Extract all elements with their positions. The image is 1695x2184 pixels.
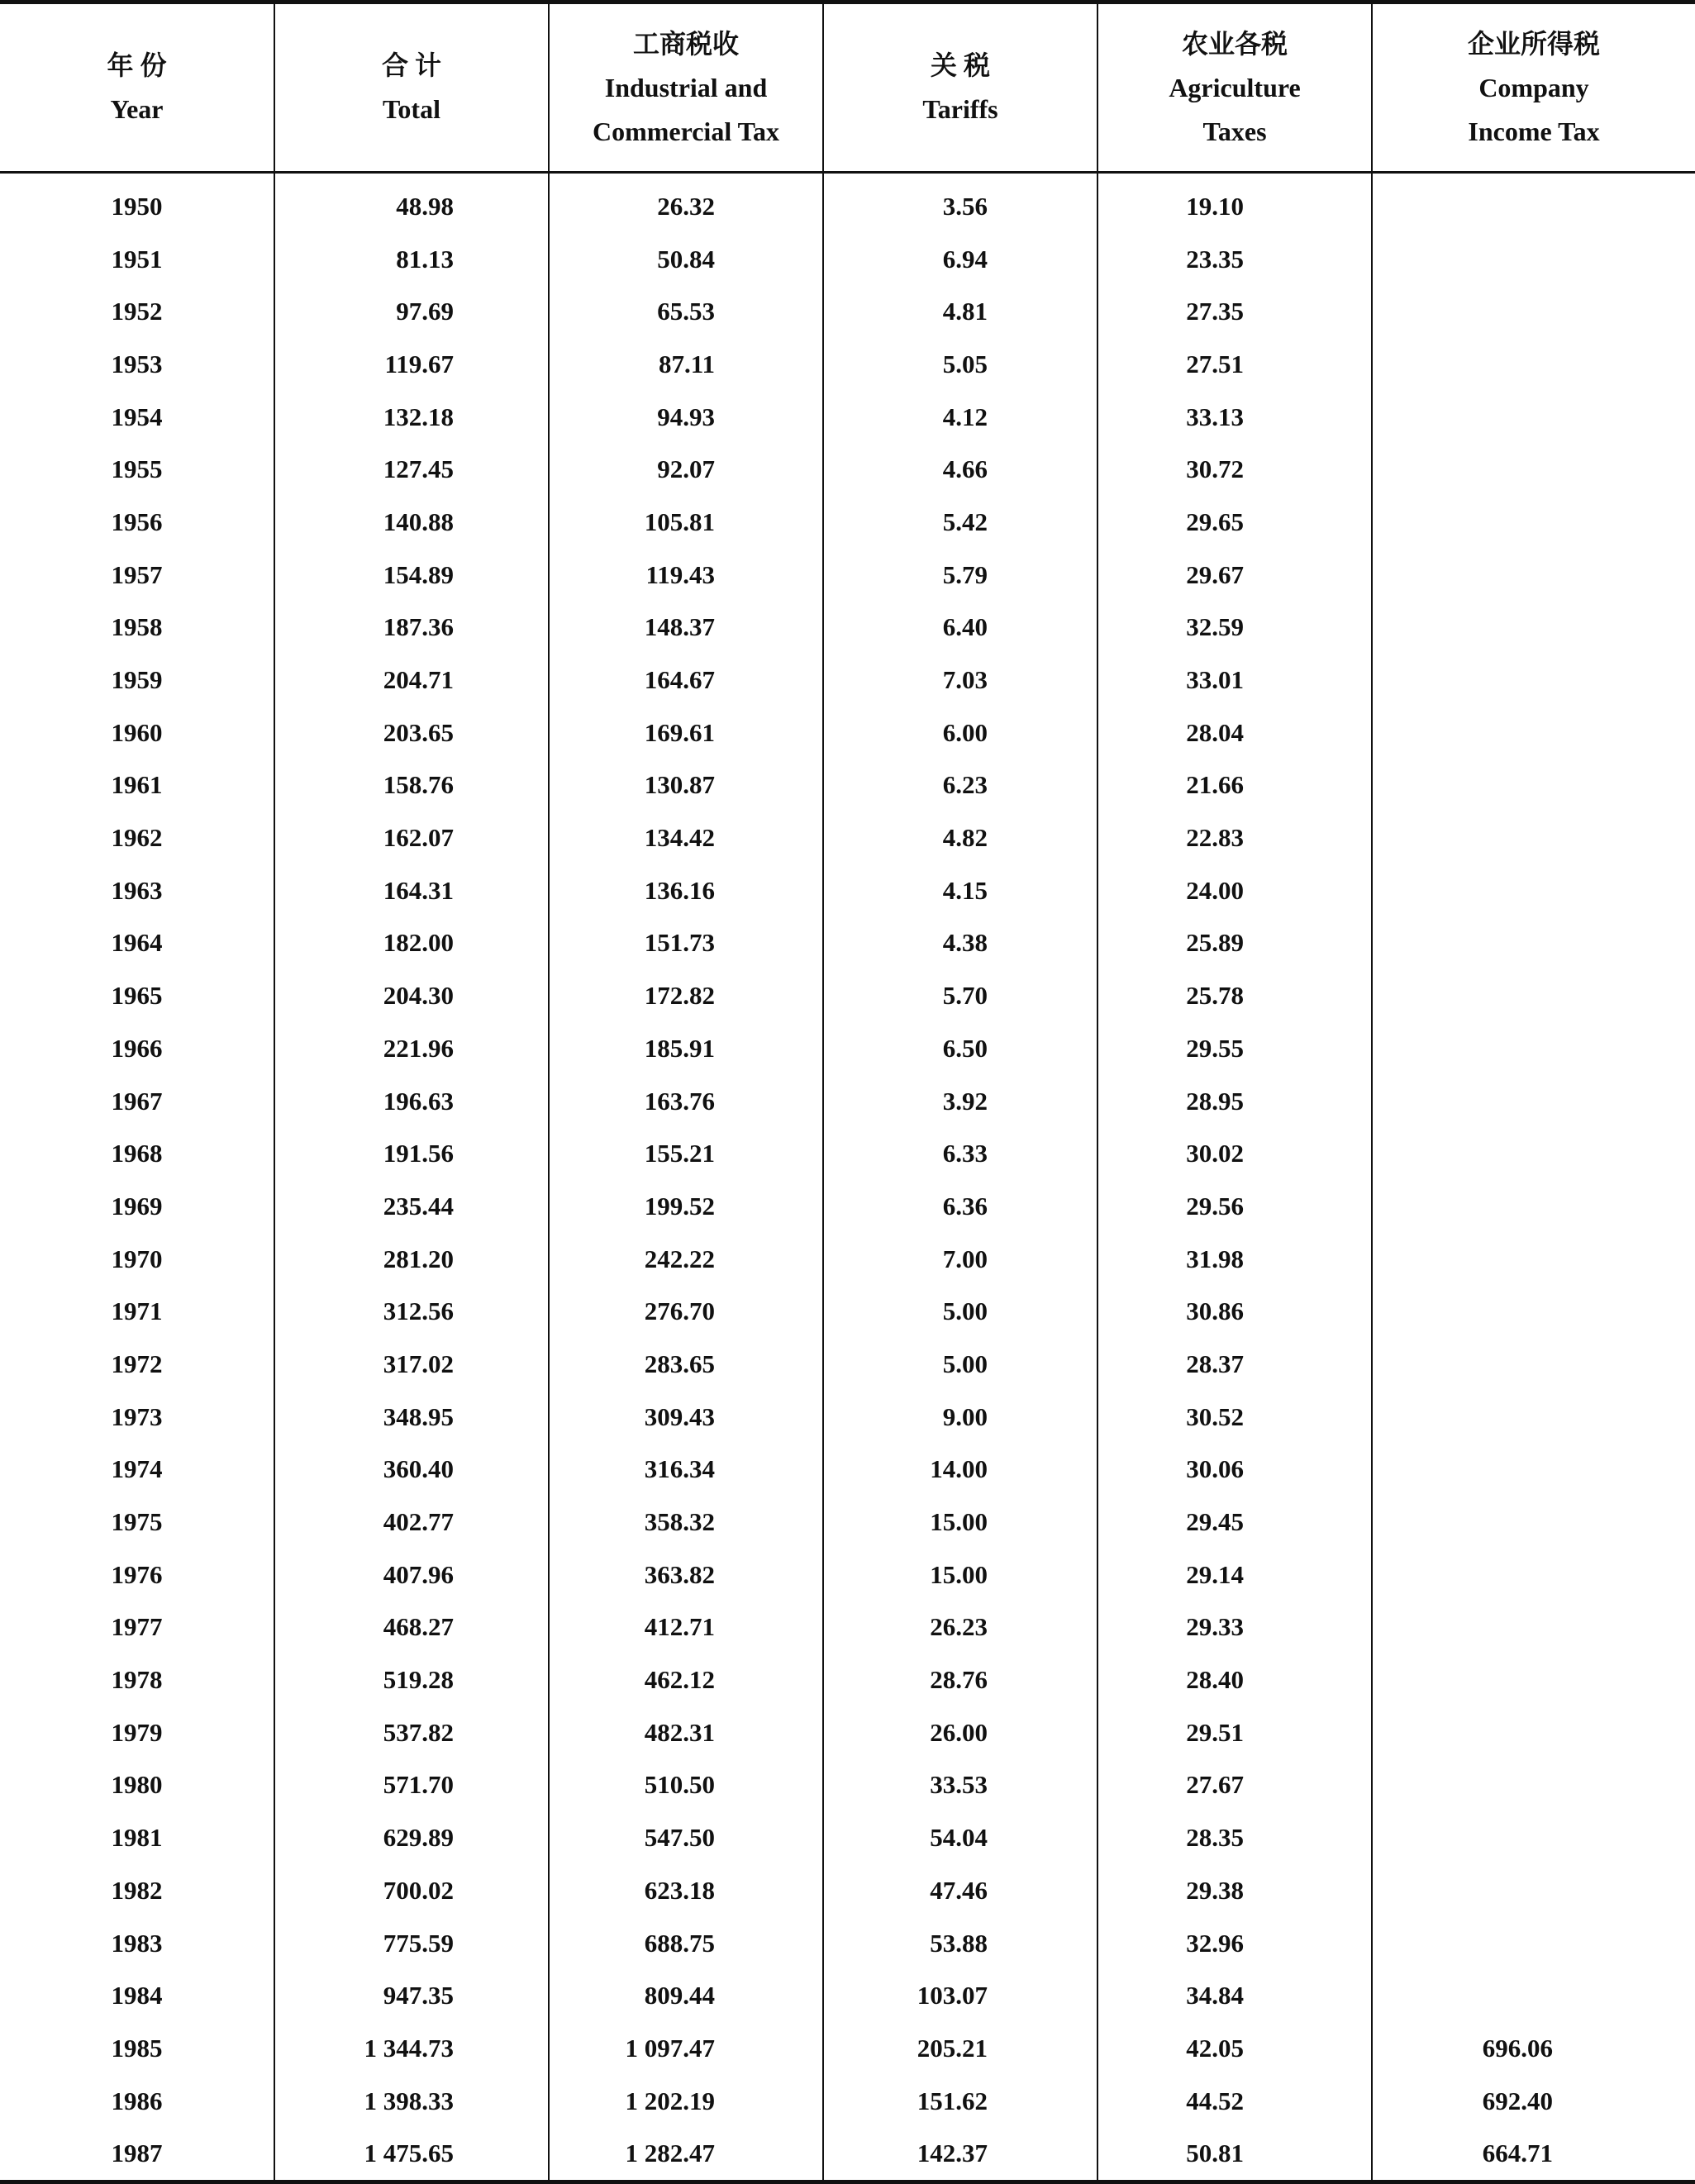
cell-company-income-tax	[1372, 1601, 1695, 1654]
cell-industrial-commercial-tax: 136.16	[549, 864, 823, 917]
cell-industrial-commercial-tax: 50.84	[549, 233, 823, 286]
cell-tariffs: 5.00	[823, 1285, 1097, 1338]
table-row	[0, 1653, 1695, 1706]
cell-company-income-tax	[1372, 1811, 1695, 1864]
cell-agriculture-taxes: 25.89	[1097, 917, 1372, 970]
cell-company-income-tax	[1372, 1759, 1695, 1812]
cell-total: 700.02	[274, 1864, 549, 1917]
table-row	[0, 2022, 1695, 2075]
cell-company-income-tax	[1372, 391, 1695, 444]
cell-year: 1961	[111, 770, 163, 800]
table-row	[0, 1338, 1695, 1391]
cell-year: 1973	[111, 1401, 163, 1431]
header-total-zh: 合 计	[381, 50, 441, 80]
cell-tariffs: 26.00	[823, 1706, 1097, 1759]
cell-total: 158.76	[274, 759, 549, 812]
cell-industrial-commercial-tax: 242.22	[549, 1233, 823, 1286]
table-row	[0, 2127, 1695, 2182]
table-row	[0, 654, 1695, 707]
cell-total: 182.00	[274, 917, 549, 970]
cell-agriculture-taxes: 30.02	[1097, 1127, 1372, 1180]
cell-industrial-commercial-tax: 623.18	[549, 1864, 823, 1917]
cell-agriculture-taxes: 28.40	[1097, 1653, 1372, 1706]
cell-company-income-tax: 692.40	[1372, 2075, 1695, 2128]
cell-agriculture-taxes: 31.98	[1097, 1233, 1372, 1286]
cell-total: 537.82	[274, 1706, 549, 1759]
cell-total: 203.65	[274, 707, 549, 759]
cell-agriculture-taxes: 29.56	[1097, 1180, 1372, 1233]
header-year-zh: 年 份	[107, 50, 167, 80]
header-total-en: Total	[383, 94, 440, 124]
header-company	[1372, 2, 1695, 173]
header-agriculture-zh: 农业各税	[1181, 28, 1288, 59]
cell-tariffs: 54.04	[823, 1811, 1097, 1864]
cell-company-income-tax	[1372, 1496, 1695, 1549]
cell-tariffs: 142.37	[823, 2127, 1097, 2182]
cell-company-income-tax	[1372, 1444, 1695, 1496]
cell-industrial-commercial-tax: 412.71	[549, 1601, 823, 1654]
cell-year: 1960	[111, 717, 163, 747]
cell-company-income-tax	[1372, 1391, 1695, 1444]
cell-tariffs: 6.94	[823, 233, 1097, 286]
cell-year: 1966	[111, 1033, 163, 1063]
cell-total: 187.36	[274, 602, 549, 654]
cell-year: 1958	[111, 612, 163, 642]
cell-agriculture-taxes: 19.10	[1097, 173, 1372, 233]
cell-year: 1950	[111, 191, 163, 221]
cell-year: 1984	[111, 1981, 163, 2010]
header-company-zh: 企业所得税	[1467, 28, 1600, 59]
cell-tariffs: 4.81	[823, 285, 1097, 338]
table-row	[0, 969, 1695, 1022]
cell-year: 1978	[111, 1665, 163, 1695]
cell-total: 81.13	[274, 233, 549, 286]
table-row	[0, 496, 1695, 549]
cell-tariffs: 5.00	[823, 1338, 1097, 1391]
cell-agriculture-taxes: 29.55	[1097, 1022, 1372, 1075]
cell-company-income-tax	[1372, 443, 1695, 496]
cell-industrial-commercial-tax: 316.34	[549, 1444, 823, 1496]
cell-industrial-commercial-tax: 363.82	[549, 1549, 823, 1601]
cell-tariffs: 6.36	[823, 1180, 1097, 1233]
cell-total: 317.02	[274, 1338, 549, 1391]
cell-tariffs: 4.82	[823, 811, 1097, 864]
cell-agriculture-taxes: 30.06	[1097, 1444, 1372, 1496]
cell-year: 1955	[111, 454, 163, 484]
cell-agriculture-taxes: 29.38	[1097, 1864, 1372, 1917]
cell-industrial-commercial-tax: 134.42	[549, 811, 823, 864]
header-industrial-zh: 工商税收	[632, 28, 739, 59]
cell-total: 48.98	[274, 173, 549, 233]
table-row	[0, 602, 1695, 654]
cell-year: 1980	[111, 1770, 163, 1800]
cell-industrial-commercial-tax: 283.65	[549, 1338, 823, 1391]
cell-year: 1985	[111, 2033, 163, 2063]
cell-total: 162.07	[274, 811, 549, 864]
table-row	[0, 811, 1695, 864]
cell-company-income-tax	[1372, 759, 1695, 812]
cell-industrial-commercial-tax: 510.50	[549, 1759, 823, 1812]
cell-industrial-commercial-tax: 462.12	[549, 1653, 823, 1706]
cell-tariffs: 7.00	[823, 1233, 1097, 1286]
table-row	[0, 1759, 1695, 1812]
table-row	[0, 1864, 1695, 1917]
cell-year: 1962	[111, 823, 163, 853]
cell-tariffs: 151.62	[823, 2075, 1097, 2128]
cell-tariffs: 5.42	[823, 496, 1097, 549]
cell-year: 1974	[111, 1454, 163, 1484]
cell-industrial-commercial-tax: 172.82	[549, 969, 823, 1022]
cell-company-income-tax	[1372, 707, 1695, 759]
cell-agriculture-taxes: 42.05	[1097, 2022, 1372, 2075]
cell-company-income-tax	[1372, 654, 1695, 707]
cell-year: 1965	[111, 981, 163, 1011]
cell-company-income-tax	[1372, 1917, 1695, 1970]
cell-company-income-tax	[1372, 549, 1695, 602]
header-year	[0, 2, 274, 173]
cell-company-income-tax	[1372, 496, 1695, 549]
cell-agriculture-taxes: 29.33	[1097, 1601, 1372, 1654]
header-tariffs-en: Tariffs	[922, 94, 998, 124]
cell-tariffs: 205.21	[823, 2022, 1097, 2075]
table-row	[0, 285, 1695, 338]
cell-agriculture-taxes: 28.35	[1097, 1811, 1372, 1864]
header-tariffs	[823, 2, 1097, 173]
cell-agriculture-taxes: 34.84	[1097, 1969, 1372, 2022]
cell-tariffs: 4.66	[823, 443, 1097, 496]
cell-industrial-commercial-tax: 119.43	[549, 549, 823, 602]
cell-year: 1971	[111, 1297, 163, 1326]
cell-total: 775.59	[274, 1917, 549, 1970]
table-row	[0, 1444, 1695, 1496]
cell-tariffs: 15.00	[823, 1496, 1097, 1549]
cell-total: 140.88	[274, 496, 549, 549]
header-agriculture-en2: Taxes	[1202, 116, 1267, 146]
cell-company-income-tax	[1372, 338, 1695, 391]
cell-total: 119.67	[274, 338, 549, 391]
cell-year: 1957	[111, 559, 163, 589]
cell-year: 1956	[111, 507, 163, 536]
cell-industrial-commercial-tax: 1 097.47	[549, 2022, 823, 2075]
cell-industrial-commercial-tax: 105.81	[549, 496, 823, 549]
cell-tariffs: 28.76	[823, 1653, 1097, 1706]
cell-tariffs: 6.23	[823, 759, 1097, 812]
table-row	[0, 338, 1695, 391]
cell-industrial-commercial-tax: 482.31	[549, 1706, 823, 1759]
table-row	[0, 1233, 1695, 1286]
cell-company-income-tax	[1372, 1075, 1695, 1128]
cell-company-income-tax	[1372, 1233, 1695, 1286]
cell-industrial-commercial-tax: 164.67	[549, 654, 823, 707]
cell-total: 348.95	[274, 1391, 549, 1444]
cell-year: 1964	[111, 928, 163, 958]
table-row	[0, 443, 1695, 496]
cell-total: 519.28	[274, 1653, 549, 1706]
cell-year: 1952	[111, 297, 163, 326]
cell-industrial-commercial-tax: 185.91	[549, 1022, 823, 1075]
cell-agriculture-taxes: 24.00	[1097, 864, 1372, 917]
cell-industrial-commercial-tax: 358.32	[549, 1496, 823, 1549]
cell-agriculture-taxes: 22.83	[1097, 811, 1372, 864]
header-year-en: Year	[110, 94, 164, 124]
cell-year: 1979	[111, 1717, 163, 1747]
cell-total: 629.89	[274, 1811, 549, 1864]
cell-tariffs: 6.33	[823, 1127, 1097, 1180]
cell-industrial-commercial-tax: 809.44	[549, 1969, 823, 2022]
table-row	[0, 917, 1695, 970]
cell-total: 281.20	[274, 1233, 549, 1286]
table-row	[0, 1496, 1695, 1549]
cell-agriculture-taxes: 28.95	[1097, 1075, 1372, 1128]
cell-company-income-tax	[1372, 285, 1695, 338]
cell-company-income-tax	[1372, 602, 1695, 654]
header-company-en2: Income Tax	[1468, 116, 1600, 146]
cell-agriculture-taxes: 44.52	[1097, 2075, 1372, 2128]
cell-tariffs: 5.79	[823, 549, 1097, 602]
cell-year: 1977	[111, 1612, 163, 1642]
cell-total: 204.71	[274, 654, 549, 707]
cell-industrial-commercial-tax: 92.07	[549, 443, 823, 496]
cell-tariffs: 5.05	[823, 338, 1097, 391]
cell-total: 221.96	[274, 1022, 549, 1075]
cell-tariffs: 3.56	[823, 173, 1097, 233]
cell-industrial-commercial-tax: 276.70	[549, 1285, 823, 1338]
cell-tariffs: 5.70	[823, 969, 1097, 1022]
cell-industrial-commercial-tax: 65.53	[549, 285, 823, 338]
cell-agriculture-taxes: 28.37	[1097, 1338, 1372, 1391]
header-agriculture-en1: Agriculture	[1169, 72, 1301, 102]
cell-total: 97.69	[274, 285, 549, 338]
cell-agriculture-taxes: 30.52	[1097, 1391, 1372, 1444]
cell-agriculture-taxes: 29.45	[1097, 1496, 1372, 1549]
cell-total: 947.35	[274, 1969, 549, 2022]
cell-company-income-tax	[1372, 1022, 1695, 1075]
table-row	[0, 1391, 1695, 1444]
cell-industrial-commercial-tax: 155.21	[549, 1127, 823, 1180]
cell-tariffs: 53.88	[823, 1917, 1097, 1970]
cell-tariffs: 9.00	[823, 1391, 1097, 1444]
cell-agriculture-taxes: 27.67	[1097, 1759, 1372, 1812]
cell-year: 1968	[111, 1139, 163, 1168]
cell-company-income-tax	[1372, 1706, 1695, 1759]
cell-year: 1953	[111, 349, 163, 378]
cell-total: 132.18	[274, 391, 549, 444]
cell-year: 1976	[111, 1559, 163, 1589]
table-row	[0, 1549, 1695, 1601]
table-row	[0, 1285, 1695, 1338]
cell-company-income-tax	[1372, 864, 1695, 917]
cell-industrial-commercial-tax: 1 202.19	[549, 2075, 823, 2128]
cell-industrial-commercial-tax: 309.43	[549, 1391, 823, 1444]
cell-agriculture-taxes: 27.51	[1097, 338, 1372, 391]
cell-tariffs: 6.50	[823, 1022, 1097, 1075]
cell-total: 1 398.33	[274, 2075, 549, 2128]
table-row	[0, 1706, 1695, 1759]
cell-company-income-tax: 664.71	[1372, 2127, 1695, 2182]
cell-industrial-commercial-tax: 688.75	[549, 1917, 823, 1970]
cell-industrial-commercial-tax: 94.93	[549, 391, 823, 444]
cell-industrial-commercial-tax: 199.52	[549, 1180, 823, 1233]
cell-agriculture-taxes: 29.51	[1097, 1706, 1372, 1759]
cell-industrial-commercial-tax: 130.87	[549, 759, 823, 812]
cell-tariffs: 4.12	[823, 391, 1097, 444]
cell-tariffs: 14.00	[823, 1444, 1097, 1496]
table-row	[0, 173, 1695, 233]
cell-company-income-tax	[1372, 917, 1695, 970]
cell-year: 1981	[111, 1823, 163, 1853]
cell-year: 1975	[111, 1507, 163, 1537]
cell-company-income-tax	[1372, 1180, 1695, 1233]
cell-industrial-commercial-tax: 151.73	[549, 917, 823, 970]
cell-agriculture-taxes: 21.66	[1097, 759, 1372, 812]
cell-year: 1983	[111, 1928, 163, 1958]
cell-total: 127.45	[274, 443, 549, 496]
cell-agriculture-taxes: 29.14	[1097, 1549, 1372, 1601]
table-row	[0, 1601, 1695, 1654]
cell-company-income-tax	[1372, 1549, 1695, 1601]
cell-year: 1954	[111, 402, 163, 431]
cell-total: 468.27	[274, 1601, 549, 1654]
table-row	[0, 1022, 1695, 1075]
table-row	[0, 1075, 1695, 1128]
cell-total: 204.30	[274, 969, 549, 1022]
table-row	[0, 864, 1695, 917]
cell-total: 191.56	[274, 1127, 549, 1180]
cell-tariffs: 4.15	[823, 864, 1097, 917]
table-row	[0, 1917, 1695, 1970]
cell-year: 1963	[111, 875, 163, 905]
table-row	[0, 391, 1695, 444]
cell-total: 164.31	[274, 864, 549, 917]
header-total	[274, 2, 549, 173]
cell-total: 235.44	[274, 1180, 549, 1233]
cell-year: 1986	[111, 2086, 163, 2115]
table-row	[0, 1811, 1695, 1864]
cell-agriculture-taxes: 29.67	[1097, 549, 1372, 602]
cell-company-income-tax	[1372, 1969, 1695, 2022]
cell-industrial-commercial-tax: 163.76	[549, 1075, 823, 1128]
cell-company-income-tax	[1372, 969, 1695, 1022]
cell-company-income-tax	[1372, 1864, 1695, 1917]
cell-tariffs: 47.46	[823, 1864, 1097, 1917]
header-industrial-en2: Commercial Tax	[592, 116, 780, 146]
cell-industrial-commercial-tax: 547.50	[549, 1811, 823, 1864]
table-row	[0, 1127, 1695, 1180]
cell-year: 1972	[111, 1349, 163, 1378]
cell-industrial-commercial-tax: 169.61	[549, 707, 823, 759]
cell-tariffs: 7.03	[823, 654, 1097, 707]
cell-year: 1987	[0, 2127, 274, 2182]
cell-industrial-commercial-tax: 1 282.47	[549, 2127, 823, 2182]
cell-industrial-commercial-tax: 26.32	[549, 173, 823, 233]
cell-company-income-tax: 696.06	[1372, 2022, 1695, 2075]
cell-agriculture-taxes: 33.13	[1097, 391, 1372, 444]
cell-agriculture-taxes: 50.81	[1097, 2127, 1372, 2182]
cell-industrial-commercial-tax: 87.11	[549, 338, 823, 391]
cell-agriculture-taxes: 27.35	[1097, 285, 1372, 338]
header-tariffs-zh: 关 税	[930, 50, 990, 80]
cell-year: 1970	[111, 1244, 163, 1273]
cell-agriculture-taxes: 30.72	[1097, 443, 1372, 496]
cell-total: 1 475.65	[274, 2127, 549, 2182]
table-row	[0, 1969, 1695, 2022]
header-industrial	[549, 2, 823, 173]
cell-agriculture-taxes: 32.96	[1097, 1917, 1372, 1970]
cell-company-income-tax	[1372, 811, 1695, 864]
cell-agriculture-taxes: 28.04	[1097, 707, 1372, 759]
cell-year: 1969	[111, 1191, 163, 1220]
cell-company-income-tax	[1372, 173, 1695, 233]
cell-year: 1951	[111, 244, 163, 274]
cell-agriculture-taxes: 32.59	[1097, 602, 1372, 654]
table-body	[0, 173, 1695, 2182]
cell-company-income-tax	[1372, 233, 1695, 286]
cell-tariffs: 15.00	[823, 1549, 1097, 1601]
cell-tariffs: 6.00	[823, 707, 1097, 759]
header-industrial-en1: Industrial and	[604, 72, 768, 102]
cell-total: 312.56	[274, 1285, 549, 1338]
cell-tariffs: 6.40	[823, 602, 1097, 654]
cell-year: 1967	[111, 1086, 163, 1116]
cell-total: 1 344.73	[274, 2022, 549, 2075]
table-row	[0, 2075, 1695, 2128]
table-row	[0, 233, 1695, 286]
header-agriculture	[1097, 2, 1372, 173]
header-row	[0, 2, 1695, 173]
cell-total: 571.70	[274, 1759, 549, 1812]
cell-total: 407.96	[274, 1549, 549, 1601]
cell-tariffs: 103.07	[823, 1969, 1097, 2022]
cell-total: 360.40	[274, 1444, 549, 1496]
table-header	[0, 2, 1695, 173]
cell-agriculture-taxes: 25.78	[1097, 969, 1372, 1022]
table-row	[0, 1180, 1695, 1233]
cell-total: 154.89	[274, 549, 549, 602]
table-row	[0, 549, 1695, 602]
cell-year: 1982	[111, 1875, 163, 1905]
table-row	[0, 707, 1695, 759]
table-row	[0, 759, 1695, 812]
cell-tariffs: 3.92	[823, 1075, 1097, 1128]
cell-company-income-tax	[1372, 1653, 1695, 1706]
cell-agriculture-taxes: 33.01	[1097, 654, 1372, 707]
cell-company-income-tax	[1372, 1338, 1695, 1391]
cell-year: 1959	[111, 665, 163, 695]
cell-company-income-tax	[1372, 1127, 1695, 1180]
cell-agriculture-taxes: 23.35	[1097, 233, 1372, 286]
cell-company-income-tax	[1372, 1285, 1695, 1338]
header-company-en1: Company	[1478, 72, 1589, 102]
cell-industrial-commercial-tax: 148.37	[549, 602, 823, 654]
cell-total: 196.63	[274, 1075, 549, 1128]
cell-total: 402.77	[274, 1496, 549, 1549]
cell-agriculture-taxes: 30.86	[1097, 1285, 1372, 1338]
cell-tariffs: 33.53	[823, 1759, 1097, 1812]
cell-tariffs: 26.23	[823, 1601, 1097, 1654]
cell-tariffs: 4.38	[823, 917, 1097, 970]
cell-agriculture-taxes: 29.65	[1097, 496, 1372, 549]
